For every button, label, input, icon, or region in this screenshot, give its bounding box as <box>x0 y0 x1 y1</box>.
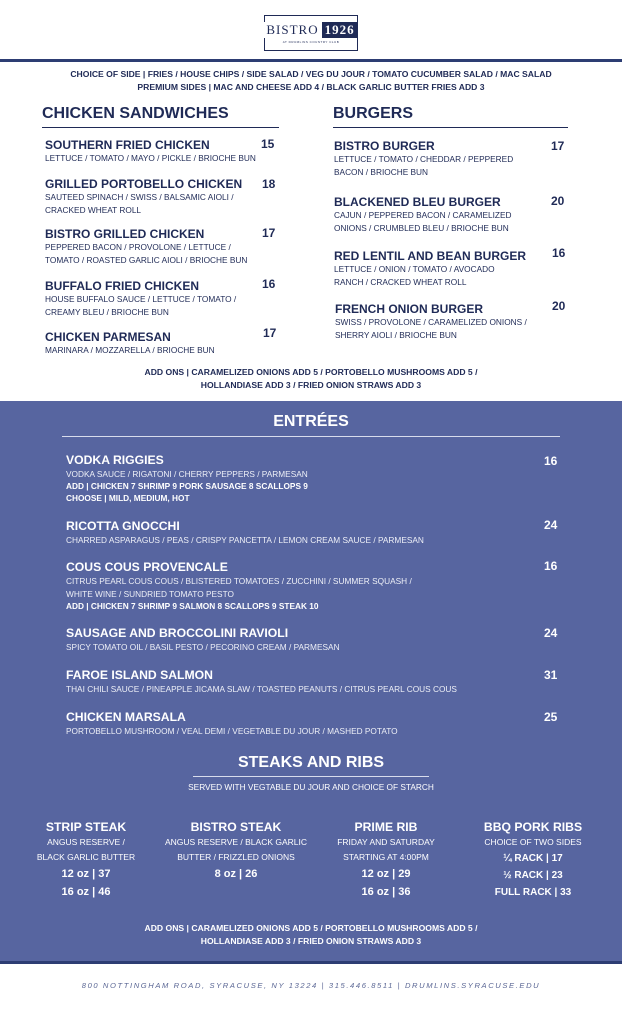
item-name: RED LENTIL AND BEAN BURGER <box>334 249 527 263</box>
item-price: 15 <box>261 137 275 151</box>
item-price: 17 <box>263 326 277 340</box>
item-desc: PORTOBELLO MUSHROOM / VEAL DEMI / VEGETABLE DU JOUR / MASHED POTATO <box>66 726 398 736</box>
logo-wordmark <box>264 22 357 38</box>
item-addons: ADD | CHICKEN 7 SHRIMP 9 PORK SAUSAGE 8 SCALLOPS 9 <box>66 481 308 491</box>
item-name: PRIME RIB <box>354 820 418 834</box>
item-desc: PEPPERED BACON / PROVOLONE / LETTUCE / <box>45 242 231 252</box>
menu-item <box>335 302 565 341</box>
chicken-heading-rule <box>42 127 279 128</box>
item-desc: SHERRY AIOLI / BRIOCHE BUN <box>335 329 457 340</box>
menu-item <box>334 249 564 288</box>
item-name: STRIP STEAK <box>45 820 127 834</box>
menu-item <box>334 139 564 178</box>
item-name: RICOTTA GNOCCHI <box>66 519 180 533</box>
item-addons: ADD | CHICKEN 7 SHRIMP 9 SALMON 8 SCALLOPS 9 STEAK 10 <box>66 601 319 611</box>
item-price: 16 <box>262 277 276 291</box>
item-size-price: ¼ RACK | 17 <box>503 853 563 864</box>
item-desc: RANCH / CRACKED WHEAT ROLL <box>334 276 467 287</box>
item-size-price: 12 oz | 37 <box>61 868 111 880</box>
item-desc: ANGUS RESERVE / BLACK GARLIC <box>164 837 308 847</box>
logo-year: 1926 <box>322 22 358 38</box>
addons-bottom <box>0 922 622 948</box>
item-desc: CRACKED WHEAT ROLL <box>45 204 142 215</box>
item-choose: CHOOSE | MILD, MEDIUM, HOT <box>66 493 190 503</box>
item-desc: CITRUS PEARL COUS COUS / BLISTERED TOMATOES / ZUCCHINI / SUMMER SQUASH / <box>66 576 412 586</box>
item-price: 16 <box>544 454 558 468</box>
item-desc: BUTTER / FRIZZLED ONIONS <box>177 852 295 862</box>
item-desc: LETTUCE / ONION / TOMATO / AVOCADO <box>334 264 495 274</box>
chicken-sandwiches-heading: CHICKEN SANDWICHES <box>42 105 229 122</box>
sides-info <box>0 68 622 94</box>
item-size-price: 12 oz | 29 <box>361 868 411 880</box>
item-size-price: ½ RACK | 23 <box>503 870 563 881</box>
item-name: CHICKEN MARSALA <box>66 710 186 724</box>
item-name: VODKA RIGGIES <box>66 453 164 467</box>
item-desc: SWISS / PROVOLONE / CARAMELIZED ONIONS / <box>335 317 527 327</box>
item-desc: CAJUN / PEPPERED BACON / CARAMELIZED <box>334 210 512 220</box>
steaks-heading: STEAKS AND RIBS <box>237 754 385 771</box>
item-price: 16 <box>544 559 558 573</box>
addons-top <box>0 366 622 392</box>
steak-item <box>11 819 161 901</box>
bottom-divider <box>0 961 622 964</box>
item-desc: SPICY TOMATO OIL / BASIL PESTO / PECORINO CREAM / PARMESAN <box>66 642 340 652</box>
entree-item <box>66 668 536 695</box>
entree-item <box>66 519 536 546</box>
item-size-price: 8 oz | 26 <box>214 868 258 880</box>
item-desc: THAI CHILI SAUCE / PINEAPPLE JICAMA SLAW / TOASTED PEANUTS / CITRUS PEARL COUS COUS <box>66 684 457 694</box>
item-name: BUFFALO FRIED CHICKEN <box>45 279 199 293</box>
item-size-price: 16 oz | 36 <box>361 886 411 898</box>
premium-sides-line: PREMIUM SIDES | MAC AND CHEESE ADD 4 / BLACK GARLIC BUTTER FRIES ADD 3 <box>137 82 485 92</box>
item-price: 24 <box>544 518 558 532</box>
item-price: 25 <box>544 710 558 724</box>
item-desc: ONIONS / CRUMBLED BLEU / BRIOCHE BUN <box>334 222 509 233</box>
item-desc: WHITE WINE / SUNDRIED TOMATO PESTO <box>66 589 234 599</box>
addons-line: HOLLANDIASE ADD 3 / FRIED ONION STRAWS ADD 3 <box>200 936 422 946</box>
menu-item <box>45 227 275 266</box>
steak-item <box>458 819 608 901</box>
sides-line: CHOICE OF SIDE | FRIES / HOUSE CHIPS / SIDE SALAD / VEG DU JOUR / TOMATO CUCUMBER SALAD / MAC SALAD <box>70 69 552 79</box>
item-price: 17 <box>551 139 565 153</box>
top-divider <box>0 59 622 62</box>
logo-word: BISTRO <box>266 22 319 37</box>
burgers-heading-rule <box>333 127 568 128</box>
menu-item <box>45 330 275 357</box>
entree-item <box>66 710 536 737</box>
item-name: COUS COUS PROVENCALE <box>66 560 228 574</box>
item-price: 17 <box>262 226 276 240</box>
item-desc: VODKA SAUCE / RIGATONI / CHERRY PEPPERS / PARMESAN <box>66 469 308 479</box>
item-name: SAUSAGE AND BROCCOLINI RAVIOLI <box>66 626 289 640</box>
item-desc: TOMATO / ROASTED GARLIC AIOLI / BRIOCHE BUN <box>45 254 248 265</box>
entrees-heading-rule <box>62 436 560 437</box>
item-name: BISTRO STEAK <box>190 820 282 834</box>
item-desc: LETTUCE / TOMATO / MAYO / PICKLE / BRIOCHE BUN <box>45 153 256 163</box>
menu-item <box>45 279 275 318</box>
menu-item <box>45 138 275 165</box>
addons-line: ADD ONS | CARAMELIZED ONIONS ADD 5 / PORTOBELLO MUSHROOMS ADD 5 / <box>144 367 478 377</box>
addons-line: ADD ONS | CARAMELIZED ONIONS ADD 5 / PORTOBELLO MUSHROOMS ADD 5 / <box>144 923 478 933</box>
steaks-heading-rule <box>193 776 429 777</box>
item-name: BLACKENED BLEU BURGER <box>334 195 501 209</box>
menu-item <box>45 177 275 216</box>
burgers-heading: BURGERS <box>333 105 414 122</box>
item-desc: MARINARA / MOZZARELLA / BRIOCHE BUN <box>45 345 215 355</box>
item-price: 24 <box>544 626 558 640</box>
item-name: BBQ PORK RIBS <box>483 820 583 834</box>
item-size-price: 16 oz | 46 <box>61 886 111 898</box>
item-name: BISTRO BURGER <box>334 139 435 153</box>
item-name: BISTRO GRILLED CHICKEN <box>45 227 205 241</box>
item-desc: STARTING AT 4:00PM <box>343 852 429 862</box>
item-price: 18 <box>262 177 276 191</box>
steak-item <box>161 819 311 883</box>
item-desc: BACON / BRIOCHE BUN <box>334 166 429 177</box>
footer-contact: 800 NOTTINGHAM ROAD, SYRACUSE, NY 13224 | 315.446.8511 | DRUMLINS.SYRACUSE.EDU <box>81 981 541 990</box>
item-name: FAROE ISLAND SALMON <box>66 668 213 682</box>
item-desc: SAUTEED SPINACH / SWISS / BALSAMIC AIOLI / <box>45 192 234 202</box>
logo-subtitle: AT DRUMLINS COUNTRY CLUB <box>282 40 340 44</box>
item-name: GRILLED PORTOBELLO CHICKEN <box>45 177 243 191</box>
bistro-logo <box>264 15 358 51</box>
entree-item <box>66 626 536 653</box>
addons-line: HOLLANDIASE ADD 3 / FRIED ONION STRAWS ADD 3 <box>200 380 422 390</box>
item-name: SOUTHERN FRIED CHICKEN <box>45 138 210 152</box>
item-desc: CHARRED ASPARAGUS / PEAS / CRISPY PANCETTA / LEMON CREAM SAUCE / PARMESAN <box>66 535 424 545</box>
item-desc: ANGUS RESERVE / <box>47 837 125 847</box>
item-price: 16 <box>552 246 566 260</box>
item-price: 20 <box>552 299 566 313</box>
entrees-panel <box>0 401 622 961</box>
item-price: 20 <box>551 194 565 208</box>
item-desc: LETTUCE / TOMATO / CHEDDAR / PEPPERED <box>334 154 514 164</box>
item-size-price: FULL RACK | 33 <box>494 887 572 898</box>
item-name: FRENCH ONION BURGER <box>335 302 484 316</box>
steaks-subtitle: SERVED WITH VEGTABLE DU JOUR AND CHOICE OF STARCH <box>188 782 434 792</box>
item-desc: HOUSE BUFFALO SAUCE / LETTUCE / TOMATO / <box>45 294 237 304</box>
item-name: CHICKEN PARMESAN <box>45 330 171 344</box>
item-desc: FRIDAY AND SATURDAY <box>337 837 435 847</box>
entree-item <box>66 560 536 612</box>
item-desc: BLACK GARLIC BUTTER <box>36 852 136 862</box>
entree-item <box>66 453 536 504</box>
entrees-heading: ENTRÉES <box>273 413 349 430</box>
item-price: 31 <box>544 668 558 682</box>
steak-item <box>311 819 461 901</box>
item-desc: CREAMY BLEU / BRIOCHE BUN <box>45 306 169 317</box>
item-desc: CHOICE OF TWO SIDES <box>484 837 582 847</box>
menu-item <box>334 195 564 234</box>
